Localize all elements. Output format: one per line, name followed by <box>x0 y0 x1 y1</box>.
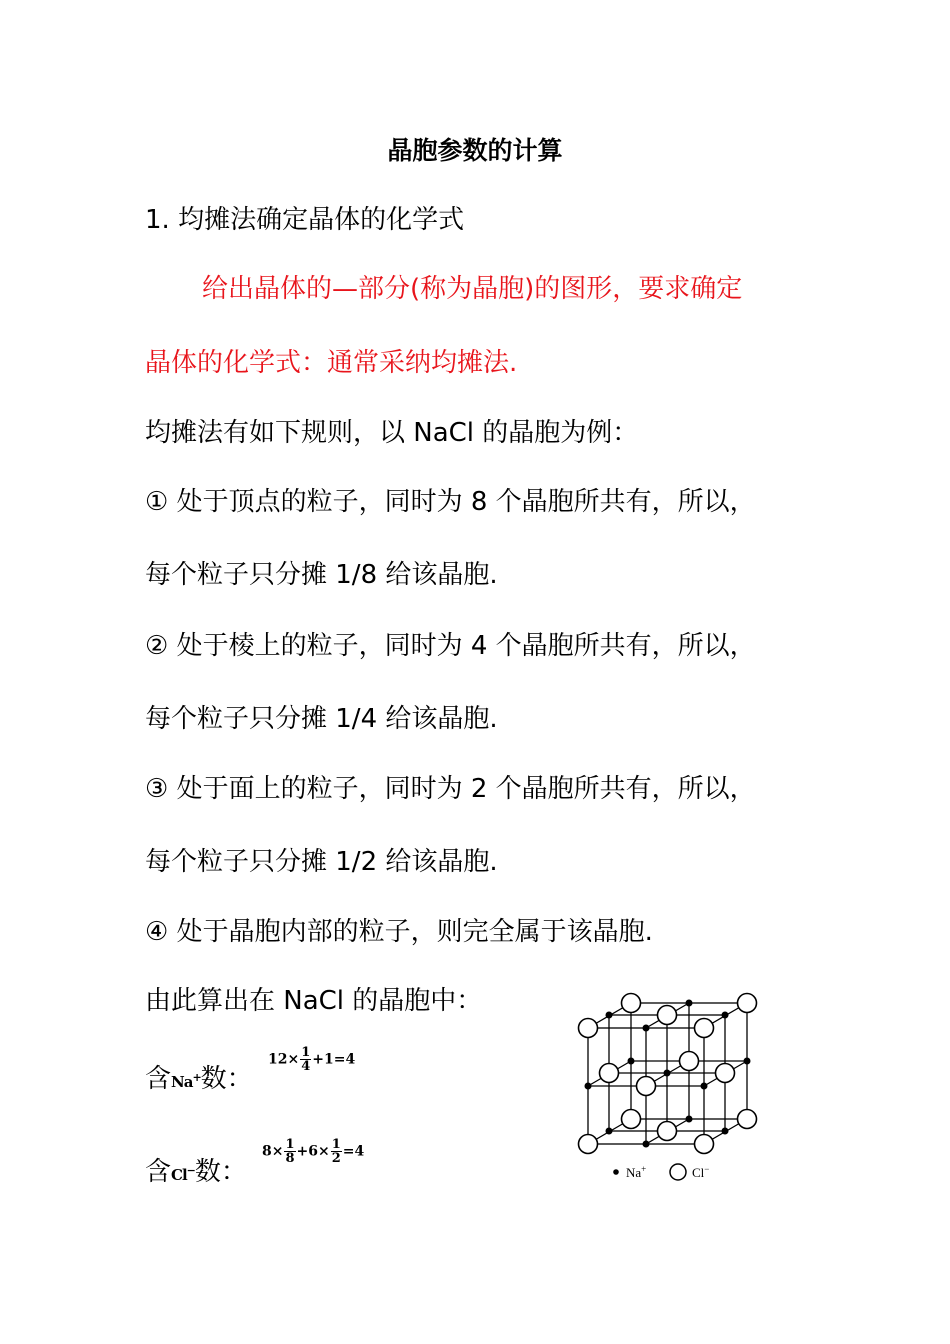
intro-red-line-2: 晶体的化学式：通常采纳均摊法. <box>145 348 518 378</box>
cl-ion-circle <box>680 1052 699 1071</box>
na-ion-dot <box>744 1058 751 1065</box>
legend-na-dot <box>613 1169 619 1175</box>
cl-ion: Cl− <box>171 1164 195 1184</box>
rule-4-line-1: ④ 处于晶胞内部的粒子，则完全属于该晶胞. <box>145 917 653 947</box>
cl-count-label <box>145 1154 247 1192</box>
calc-intro: 由此算出在 NaCl 的晶胞中： <box>145 986 483 1016</box>
cl-formula: 8× $\frac{1}{8}$ +6× $\frac{1}{2}$ =4 <box>262 1137 365 1166</box>
rule-3-line-1: ③ 处于面上的粒子，同时为 2 个晶胞所共有，所以， <box>145 774 756 804</box>
cl-ion-circle <box>579 1019 598 1038</box>
rule-1-line-2: 每个粒子只分摊 1/8 给该晶胞. <box>145 560 498 590</box>
legend-cl-circle <box>670 1164 686 1180</box>
section-heading: 1. 均摊法确定晶体的化学式 <box>145 205 465 235</box>
na-ion-dot <box>722 1012 729 1019</box>
na-ion: Na+ <box>171 1071 201 1091</box>
na-suffix: 数： <box>200 1064 253 1094</box>
na-ion-dot <box>664 1070 671 1077</box>
na-ion-dot <box>606 1012 613 1019</box>
cl-ion-circle <box>637 1077 656 1096</box>
cl-prefix: 含 <box>145 1157 172 1187</box>
cl-ion-circle <box>600 1064 619 1083</box>
nacl-lattice-figure <box>568 985 788 1190</box>
na-ion-dot <box>643 1025 650 1032</box>
rules-intro: 均摊法有如下规则，以 NaCl 的晶胞为例： <box>145 418 639 448</box>
na-ion-dot <box>585 1083 592 1090</box>
na-ion-dot <box>701 1083 708 1090</box>
na-fraction: $\frac{1}{4}$ <box>301 1045 311 1074</box>
na-formula: 12× $\frac{1}{4}$ +1=4 <box>268 1045 356 1074</box>
rule-2-line-2: 每个粒子只分摊 1/4 给该晶胞. <box>145 704 498 734</box>
cl-fraction-2: $\frac{1}{2}$ <box>331 1137 341 1166</box>
cl-ion-circle <box>579 1135 598 1154</box>
cl-ion-circle <box>658 1006 677 1025</box>
rule-3-line-2: 每个粒子只分摊 1/2 给该晶胞. <box>145 847 498 877</box>
na-ion-dot <box>686 1116 693 1123</box>
intro-red-line-1: 给出晶体的—部分(称为晶胞)的图形，要求确定 <box>202 274 743 304</box>
cl-fraction-1: $\frac{1}{8}$ <box>285 1137 295 1166</box>
na-ion-dot <box>606 1128 613 1135</box>
na-prefix: 含 <box>145 1064 172 1094</box>
cl-ion-circle <box>695 1019 714 1038</box>
na-ion-dot <box>643 1141 650 1148</box>
cl-ion-circle <box>738 994 757 1013</box>
cl-ion-circle <box>738 1110 757 1129</box>
rule-1-line-1: ① 处于顶点的粒子，同时为 8 个晶胞所共有，所以， <box>145 487 756 517</box>
cl-suffix: 数： <box>194 1157 247 1187</box>
cl-ion-circle <box>658 1122 677 1141</box>
legend-na-label: Na+ <box>626 1164 647 1180</box>
na-ion-dot <box>686 1000 693 1007</box>
figure-legend <box>613 1164 709 1180</box>
na-ion-dot <box>628 1058 635 1065</box>
cl-ion-circle <box>716 1064 735 1083</box>
cl-ion-circle <box>622 1110 641 1129</box>
page-title: 晶胞参数的计算 <box>387 136 563 165</box>
legend-cl-label: Cl− <box>692 1164 710 1180</box>
cl-ion-circle <box>695 1135 714 1154</box>
rule-2-line-1: ② 处于棱上的粒子，同时为 4 个晶胞所共有，所以， <box>145 631 756 661</box>
cl-ion-circle <box>622 994 641 1013</box>
na-ion-dot <box>722 1128 729 1135</box>
na-count-label <box>145 1061 253 1099</box>
